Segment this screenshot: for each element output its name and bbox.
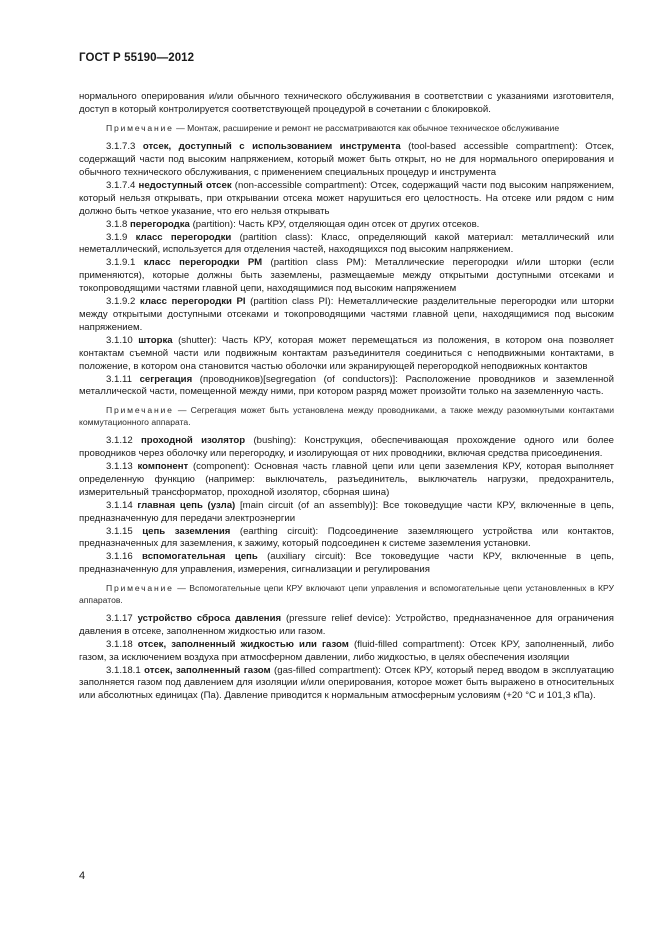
- definition-item: [79, 374, 614, 400]
- definition-text: (earthing circuit): Подсоединение заземляющего устройства или контактов, предназначенных для заземления, к зажиму, который подсоединен к системе заземления установки.: [79, 525, 615, 550]
- note-label: Примечание: [106, 583, 174, 594]
- term-name: отсек, заполненный жидкостью или газом: [137, 638, 349, 650]
- clause-number: 3.1.18.1: [106, 664, 141, 676]
- clause-number: 3.1.7.3: [106, 141, 136, 153]
- clause-number: 3.1.16: [106, 551, 133, 563]
- document-body: [79, 91, 614, 703]
- definition-text: (partition class PM): Металлические перегородки и/или шторки (если применяются), которые должны быть заземлены, размещаемые между открытыми доступными отсеками и токопроводящими частями главной цепи, находящимися под высоким напряжением: [79, 257, 614, 295]
- term-name: недоступный отсек: [138, 179, 232, 191]
- term-name: проходной изолятор: [141, 435, 246, 447]
- note: [79, 123, 614, 134]
- definition-text: (partition): Часть КРУ, отделяющая один отсек от других отсеков.: [189, 218, 480, 230]
- definition-item: [79, 335, 614, 374]
- term-name: класс перегородки: [135, 231, 232, 243]
- clause-number: 3.1.12: [106, 435, 133, 447]
- definition-item: [79, 500, 614, 526]
- clause-number: 3.1.14: [106, 499, 133, 511]
- definition-text: (fluid-filled compartment): Отсек КРУ, заполненный, либо газом, за исключением воздуха при атмосферном давлении, либо жидкостью, в целях обеспечения изоляции: [79, 638, 614, 663]
- term-name: цепь заземления: [142, 525, 231, 537]
- term-name: класс перегородки РМ: [143, 257, 263, 269]
- definition-text: (component): Основная часть главной цепи или цепи заземления КРУ, которая выполняет определенную функцию (например: выключатель, разъединитель, выключатель нагрузки, предохранитель, измерительный трансформатор, проходной изолятор, сборная шина): [79, 460, 614, 498]
- definition-item: [79, 551, 614, 577]
- paragraph-text: нормального оперирования и/или обычного технического обслуживания в соответствии с указаниями изготовителя, доступ в который контролируется соответствующей процедурой в сочетании с блокировкой.: [79, 91, 614, 115]
- paragraph: [79, 91, 614, 117]
- term-name: главная цепь (узла): [137, 499, 236, 511]
- definition-item: [79, 180, 614, 219]
- definition-item: [79, 296, 614, 335]
- clause-number: 3.1.13: [106, 460, 133, 472]
- definition-text: [main circuit (of an assembly)]: Все токоведущие части КРУ, включенные в цепь, предназначенную для передачи электроэнергии: [79, 499, 614, 524]
- note-text: — Сегрегация может быть установлена между проводниками, а также между разомкнутыми контактами коммутационного аппарата.: [79, 405, 614, 427]
- term-name: компонент: [137, 460, 189, 472]
- note-text: — Монтаж, расширение и ремонт не рассматриваются как обычное техническое обслуживание: [173, 122, 560, 133]
- term-name: отсек, заполненный газом: [144, 664, 271, 676]
- term-name: перегородка: [130, 218, 190, 230]
- clause-number: 3.1.9.1: [106, 257, 136, 269]
- definition-text: (gas-filled compartment): Отсек КРУ, который перед вводом в эксплуатацию заполняется газом под давлением для изоляции и/или оперирования, которое может быть выражено в относительных или абсолютных единицах (Па). Давление приводится к нормальным атмосферным условиям (+20 °С и 101,3 кПа).: [79, 664, 614, 702]
- definition-text: (проводников)[segregation (of conductors)]: Расположение проводников и заземленной металлической части, помещенной между ними, при котором разряд может произойти только на заземленную часть.: [79, 373, 614, 398]
- note-label: Примечание: [106, 405, 174, 416]
- clause-number: 3.1.9.2: [106, 296, 136, 308]
- definition-item: [79, 665, 614, 704]
- clause-number: 3.1.8: [106, 218, 128, 230]
- definition-item: [79, 257, 614, 296]
- definition-item: [79, 141, 614, 180]
- definition-text: (bushing): Конструкция, обеспечивающая прохождение одного или более проводников через оболочку или перегородку, и изолирующая от них проводники, включая средства присоединения.: [79, 435, 614, 460]
- definition-item: [79, 461, 614, 500]
- term-name: устройство сброса давления: [137, 612, 282, 624]
- definition-item: [79, 639, 614, 665]
- term-name: отсек, доступный с использованием инструмента: [142, 141, 401, 153]
- definition-item: [79, 613, 614, 639]
- clause-number: 3.1.7.4: [106, 179, 136, 191]
- definition-item: [79, 526, 614, 552]
- term-name: шторка: [138, 334, 173, 346]
- document-header: ГОСТ Р 55190—2012: [79, 52, 195, 64]
- note: [79, 405, 614, 428]
- note-label: Примечание: [106, 122, 174, 133]
- clause-number: 3.1.17: [106, 612, 133, 624]
- definition-text: (auxiliary circuit): Все токоведущие части КРУ, включенные в цепь, предназначенную для управления, измерения, сигнализации и регулирования: [79, 551, 614, 576]
- clause-number: 3.1.18: [106, 638, 133, 650]
- clause-number: 3.1.11: [106, 373, 132, 385]
- term-name: сегрегация: [139, 373, 193, 385]
- clause-number: 3.1.15: [106, 525, 133, 537]
- definition-text: (partition class PI): Неметаллические разделительные перегородки или шторки между открытыми доступными отсеками и токопроводящими частями главной цепи, находящимися под высоким напряжением.: [79, 296, 614, 333]
- definition-text: (non-accessible compartment): Отсек, содержащий части под высоким напряжением, который нельзя открывать, при открывании отсека может нарушиться его целостность. На отсеке или рядом с ним должно быть четкое указание, что его нельзя открывать: [79, 179, 614, 217]
- note-text: — Вспомогательные цепи КРУ включают цепи управления и вспомогательные цепи установленных в КРУ аппаратов.: [79, 583, 614, 605]
- term-name: класс перегородки PI: [139, 296, 246, 308]
- clause-number: 3.1.10: [106, 334, 133, 346]
- note: [79, 583, 614, 606]
- definition-text: (partition class): Класс, определяющий какой материал: металлический или неметаллический, используется для отделения частей, находящихся под высоким напряжением.: [79, 231, 615, 256]
- definition-item: [79, 219, 614, 232]
- definition-item: [79, 232, 614, 258]
- definition-item: [79, 435, 614, 461]
- definition-text: (pressure relief device): Устройство, предназначенное для ограничения давления в отсеке, заполненном жидкостью или газом.: [79, 612, 614, 637]
- definition-text: (tool-based accessible compartment): Отсек, содержащий части под высоким напряжением, который может быть открыт, но не для нормального оперирования и обычного технического обслуживания, с применением специальных процедур и инструмента: [79, 141, 614, 179]
- definition-text: (shutter): Часть КРУ, которая может перемещаться из положения, в котором она позволяет контактам съемной части или подвижным контактам разъединителя соединиться с неподвижными контактами, в положение, в котором она становится частью оболочки или экранирующей перегородкой неподвижных контактов: [79, 334, 614, 372]
- page-number: 4: [79, 870, 86, 882]
- term-name: вспомогательная цепь: [142, 551, 258, 563]
- clause-number: 3.1.9: [106, 231, 128, 243]
